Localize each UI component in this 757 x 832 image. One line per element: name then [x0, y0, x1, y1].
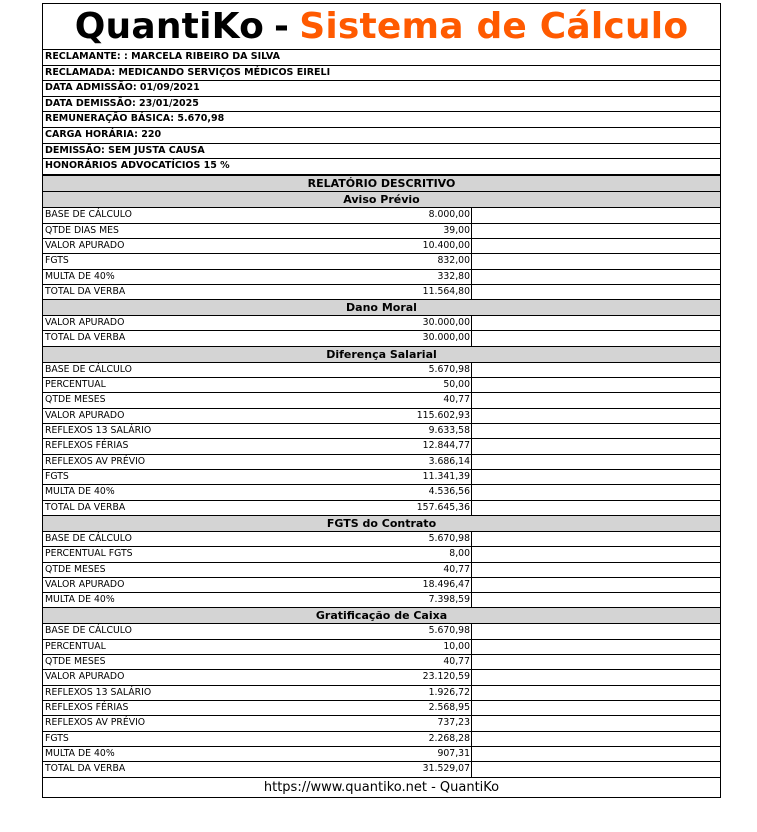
case-info-line: CARGA HORÁRIA: 220	[43, 128, 720, 144]
row-label: MULTA DE 40%	[45, 747, 115, 759]
row-value: 5.670,98	[428, 532, 470, 544]
row-value: 8,00	[449, 548, 470, 560]
row-label: MULTA DE 40%	[45, 486, 115, 498]
row-label: FGTS	[45, 255, 69, 267]
row-empty-cell	[471, 239, 720, 253]
case-info-line: RECLAMANTE: : MARCELA RIBEIRO DA SILVA	[43, 50, 720, 66]
row-value: 1.926,72	[428, 686, 470, 698]
row-label: TOTAL DA VERBA	[45, 763, 126, 775]
section-title: FGTS do Contrato	[43, 516, 720, 532]
row-empty-cell	[471, 701, 720, 715]
table-row	[43, 547, 720, 562]
row-value: 30.000,00	[422, 317, 470, 329]
row-label: VALOR APURADO	[45, 239, 125, 251]
row-label: REFLEXOS AV PRÉVIO	[45, 717, 146, 729]
table-row	[43, 270, 720, 285]
row-empty-cell	[471, 439, 720, 453]
row-label: VALOR APURADO	[45, 578, 125, 590]
row-empty-cell	[471, 470, 720, 484]
row-value: 31.529,07	[422, 763, 470, 775]
row-empty-cell	[471, 732, 720, 746]
row-empty-cell	[471, 655, 720, 669]
section-title: Aviso Prévio	[43, 192, 720, 208]
row-empty-cell	[471, 762, 720, 776]
row-label: BASE DE CÁLCULO	[45, 209, 132, 221]
report-sheet	[42, 3, 721, 798]
row-value: 7.398,59	[428, 594, 470, 606]
table-row	[43, 732, 720, 747]
row-label: PERCENTUAL FGTS	[45, 548, 133, 560]
row-value: 4.536,56	[428, 486, 470, 498]
row-empty-cell	[471, 316, 720, 330]
table-row	[43, 640, 720, 655]
row-value: 50,00	[443, 379, 470, 391]
row-empty-cell	[471, 640, 720, 654]
row-empty-cell	[471, 563, 720, 577]
row-empty-cell	[471, 593, 720, 607]
row-empty-cell	[471, 393, 720, 407]
table-row	[43, 224, 720, 239]
row-empty-cell	[471, 686, 720, 700]
section-title: Dano Moral	[43, 300, 720, 316]
row-label: REFLEXOS 13 SALÁRIO	[45, 686, 152, 698]
row-empty-cell	[471, 547, 720, 561]
report-title: RELATÓRIO DESCRITIVO	[43, 175, 720, 193]
row-label: PERCENTUAL	[45, 640, 106, 652]
system-subtitle: Sistema de Cálculo	[299, 6, 689, 47]
row-value: 9.633,58	[428, 425, 470, 436]
row-value: 3.686,14	[428, 455, 470, 467]
row-label: REFLEXOS FÉRIAS	[45, 702, 129, 713]
row-empty-cell	[471, 270, 720, 284]
section-title: Diferença Salarial	[43, 347, 720, 363]
table-row	[43, 378, 720, 393]
table-row	[43, 208, 720, 223]
row-value: 10,00	[443, 640, 470, 652]
row-value: 23.120,59	[422, 671, 470, 683]
row-label: QTDE MESES	[45, 394, 106, 406]
row-value: 10.400,00	[422, 239, 470, 251]
table-row	[43, 532, 720, 547]
table-row	[43, 470, 720, 485]
report-sections	[43, 192, 720, 777]
row-label: MULTA DE 40%	[45, 594, 115, 606]
row-label: BASE DE CÁLCULO	[45, 363, 132, 375]
page-title	[43, 4, 720, 50]
row-value: 11.341,39	[422, 470, 470, 482]
row-empty-cell	[471, 532, 720, 546]
row-empty-cell	[471, 285, 720, 299]
row-value: 8.000,00	[428, 209, 470, 221]
table-row	[43, 285, 720, 300]
case-info-line: REMUNERAÇÃO BÁSICA: 5.670,98	[43, 112, 720, 128]
footer-link[interactable]: https://www.quantiko.net - QuantiKo	[263, 779, 500, 795]
table-row	[43, 409, 720, 424]
row-label: VALOR APURADO	[45, 409, 125, 421]
row-label: BASE DE CÁLCULO	[45, 532, 132, 544]
row-label: MULTA DE 40%	[45, 270, 115, 282]
row-empty-cell	[471, 208, 720, 222]
table-row	[43, 439, 720, 454]
row-value: 2.268,28	[428, 732, 470, 744]
row-empty-cell	[471, 378, 720, 392]
section-title: Gratificação de Caixa	[43, 608, 720, 624]
row-empty-cell	[471, 254, 720, 268]
row-value: 5.670,98	[428, 625, 470, 637]
row-value: 40,77	[443, 563, 470, 575]
row-empty-cell	[471, 624, 720, 638]
case-info-line: DEMISSÃO: SEM JUSTA CAUSA	[43, 144, 720, 160]
table-row	[43, 624, 720, 639]
brand-name: QuantiKo	[74, 6, 265, 47]
table-row	[43, 655, 720, 670]
row-value: 39,00	[443, 224, 470, 236]
row-empty-cell	[471, 716, 720, 730]
row-value: 832,00	[437, 255, 470, 267]
case-info-line: HONORÁRIOS ADVOCATÍCIOS 15 %	[43, 159, 720, 175]
row-value: 5.670,98	[428, 363, 470, 375]
case-info	[43, 50, 720, 175]
row-empty-cell	[471, 455, 720, 469]
row-label: REFLEXOS AV PRÉVIO	[45, 455, 146, 467]
row-value: 12.844,77	[422, 440, 470, 452]
row-value: 11.564,80	[422, 285, 470, 297]
table-row	[43, 485, 720, 500]
row-empty-cell	[471, 485, 720, 499]
table-row	[43, 239, 720, 254]
row-label: TOTAL DA VERBA	[45, 332, 126, 344]
row-label: PERCENTUAL	[45, 379, 106, 391]
row-label: FGTS	[45, 470, 69, 482]
row-value: 30.000,00	[422, 332, 470, 344]
row-empty-cell	[471, 670, 720, 684]
row-label: QTDE DIAS MES	[45, 224, 119, 236]
table-row	[43, 747, 720, 762]
row-value: 115.602,93	[416, 409, 470, 421]
table-row	[43, 716, 720, 731]
table-row	[43, 762, 720, 777]
row-empty-cell	[471, 409, 720, 423]
table-row	[43, 393, 720, 408]
row-empty-cell	[471, 578, 720, 592]
table-row	[43, 455, 720, 470]
table-row	[43, 578, 720, 593]
row-label: REFLEXOS FÉRIAS	[45, 440, 129, 452]
row-label: BASE DE CÁLCULO	[45, 625, 132, 637]
table-row	[43, 593, 720, 608]
table-row	[43, 424, 720, 439]
row-label: TOTAL DA VERBA	[45, 285, 126, 297]
row-label: VALOR APURADO	[45, 671, 125, 683]
row-empty-cell	[471, 424, 720, 438]
row-empty-cell	[471, 331, 720, 345]
row-value: 40,77	[443, 394, 470, 406]
table-row	[43, 701, 720, 716]
row-value: 40,77	[443, 656, 470, 668]
row-value: 2.568,95	[428, 702, 470, 713]
row-label: QTDE MESES	[45, 563, 106, 575]
row-value: 907,31	[437, 747, 470, 759]
row-value: 157.645,36	[416, 501, 470, 513]
case-info-line: DATA DEMISSÃO: 23/01/2025	[43, 97, 720, 113]
table-row	[43, 331, 720, 346]
row-label: QTDE MESES	[45, 656, 106, 668]
row-empty-cell	[471, 224, 720, 238]
row-empty-cell	[471, 363, 720, 377]
table-row	[43, 670, 720, 685]
row-value: 18.496,47	[422, 578, 470, 590]
table-row	[43, 686, 720, 701]
row-label: FGTS	[45, 732, 69, 744]
row-label: REFLEXOS 13 SALÁRIO	[45, 425, 152, 436]
row-empty-cell	[471, 747, 720, 761]
table-row	[43, 363, 720, 378]
case-info-line: RECLAMADA: MEDICANDO SERVIÇOS MÉDICOS EIRELI	[43, 66, 720, 82]
table-row	[43, 254, 720, 269]
row-label: TOTAL DA VERBA	[45, 501, 126, 513]
case-info-line: DATA ADMISSÃO: 01/09/2021	[43, 81, 720, 97]
row-empty-cell	[471, 501, 720, 515]
table-row	[43, 563, 720, 578]
table-row	[43, 501, 720, 516]
row-value: 332,80	[437, 270, 470, 282]
row-label: VALOR APURADO	[45, 317, 125, 329]
title-separator: -	[274, 6, 290, 47]
row-value: 737,23	[437, 717, 470, 729]
table-row	[43, 316, 720, 331]
